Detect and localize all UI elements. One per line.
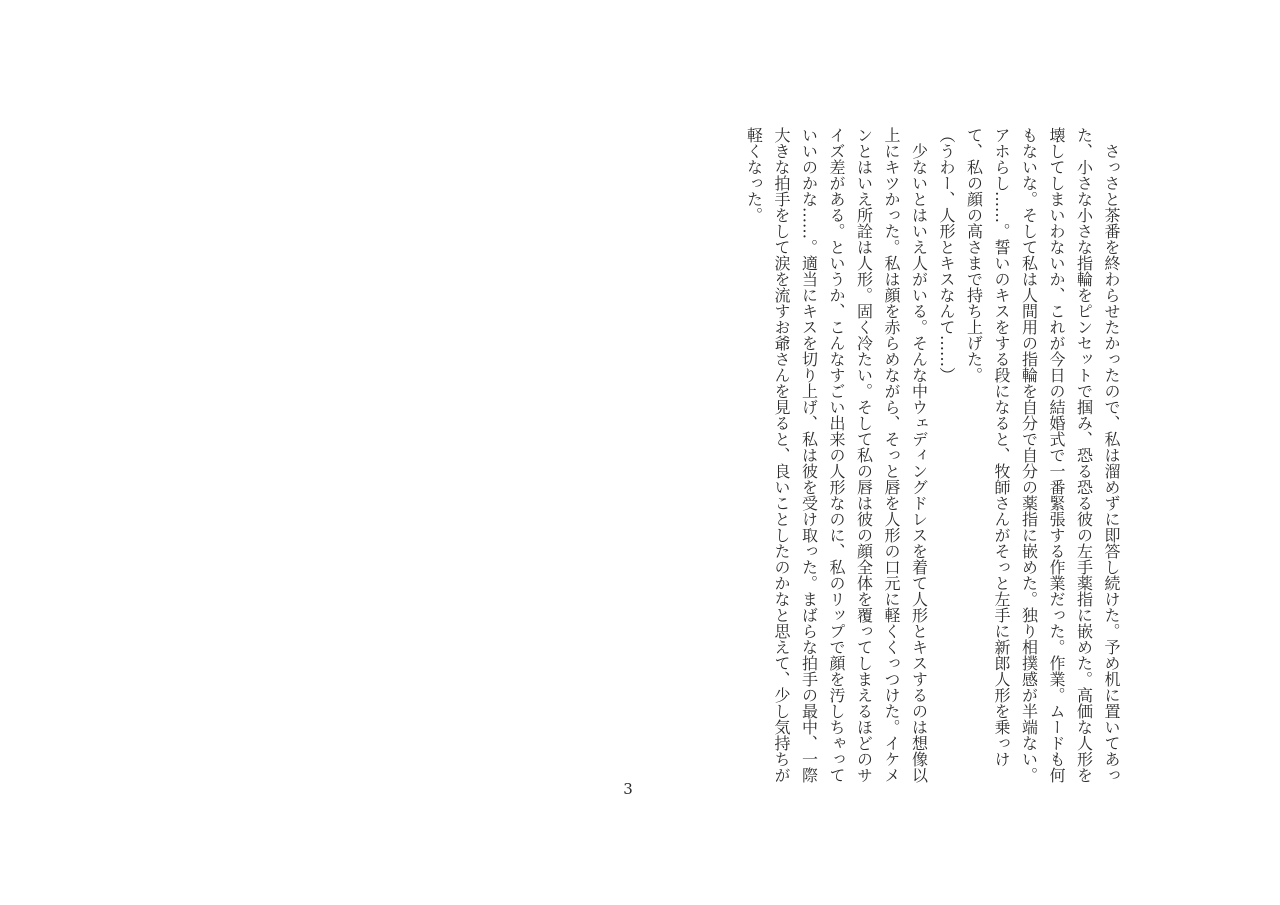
paragraph: さっさと茶番を終わらせたかったので、私は溜めずに即答し続けた。予め机に置いてあった、小さな小さな指輪をピンセットで掴み、恐る恐る彼の左手薬指に嵌めた。高価な人形を壊してしまいわないか、これが今日の結婚式で一番緊張する作業だった。作業。ムードも何もないな。そして私は人間用の指輪を自分で自分の薬指に嵌めた。独り相撲感が半端ない。アホらし……。誓いのキスをする段になると、牧師さんがそっと左手に新郎人形を乗っけて、私の顔の高さまで持ち上げた。 — [964, 127, 1121, 783]
paragraph: 少ないとはいえ人がいる。そんな中ウェディングドレスを着て人形とキスするのは想像以上にキツかった。私は顔を赤らめながら、そっと唇を人形の口元に軽くくっつけた。イケメンとはいえ所詮は人形。固く冷たい。そして私の唇は彼の顔全体を覆ってしまえるほどのサイズ差がある。というか、こんなすごい出来の人形なのに、私のリップで顔を汚しちゃっていいのかな……。適当にキスを切り上げ、私は彼を受け取った。まばらな拍手の最中、一際大きな拍手をして涙を流すお爺さんを見ると、良いことしたのかなと思えて、少し気持ちが軽くなった。 — [744, 127, 929, 783]
vertical-text-block — [740, 127, 1125, 787]
paragraph-dialogue: （うわー、人形とキスなんて……） — [937, 127, 956, 383]
page-number: 3 — [623, 780, 633, 798]
